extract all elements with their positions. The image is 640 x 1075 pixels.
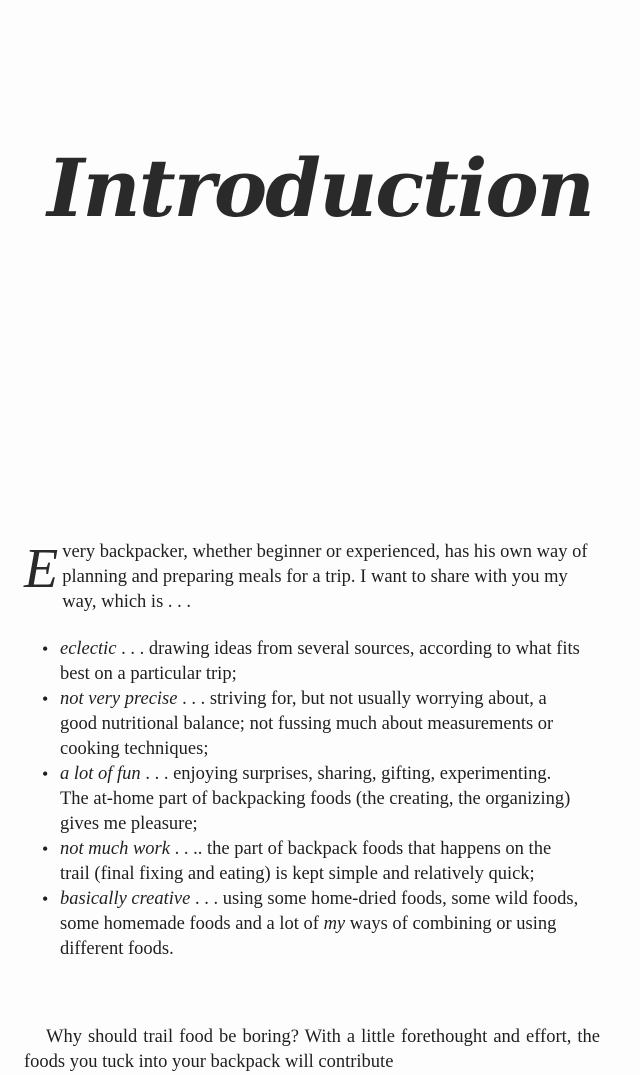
intro-text: very backpacker, whether beginner or experienced, has his own way of planning and preparing meals for a trip. I want to share with you my way, which is . . .	[62, 542, 588, 612]
bullet-text: ways of combining or using different foods.	[60, 914, 557, 959]
bullet-icon: •	[42, 889, 49, 909]
bullet-text: . . . using some home-dried foods, some wild foods, some homemade foods and a lot of	[60, 889, 579, 934]
list-item	[40, 637, 580, 687]
list-item	[40, 687, 580, 762]
list-item	[40, 762, 580, 837]
list-item	[40, 837, 580, 887]
bullet-icon: •	[42, 689, 49, 709]
drop-cap: E	[24, 538, 59, 600]
intro-paragraph	[24, 540, 600, 615]
bullet-text: . . . drawing ideas from several sources, according to what fits best on a particular trip;	[60, 639, 580, 684]
chapter-title: Introduction	[47, 141, 593, 235]
bullet-term: not very precise	[60, 689, 178, 709]
bullet-term: not much work	[60, 839, 170, 859]
bullet-term: a lot of fun	[60, 764, 141, 784]
bullet-text: . . . striving for, but not usually worrying about, a good nutritional balance; not fussing much about measurements or cooking techniques;	[60, 689, 554, 759]
bullet-text: . . .. the part of backpack foods that happens on the trail (final fixing and eating) is kept simple and relatively quick;	[60, 839, 552, 884]
list-item	[40, 887, 580, 962]
bullet-term: eclectic	[60, 639, 117, 659]
bullet-term: basically creative	[60, 889, 191, 909]
bullet-icon: •	[42, 839, 49, 859]
bullet-icon: •	[42, 764, 49, 784]
bullet-icon: •	[42, 639, 49, 659]
bullet-term: my	[323, 914, 346, 934]
bullet-text: . . . enjoying surprises, sharing, gifting, experimenting. The at-home part of backpacking foods (the creating, the organizing) gives me pleasure;	[60, 764, 571, 834]
closing-paragraph: Why should trail food be boring? With a little forethought and effort, the foods you tuck into your backpack will contribute	[24, 1026, 600, 1072]
bullet-list	[40, 637, 580, 962]
